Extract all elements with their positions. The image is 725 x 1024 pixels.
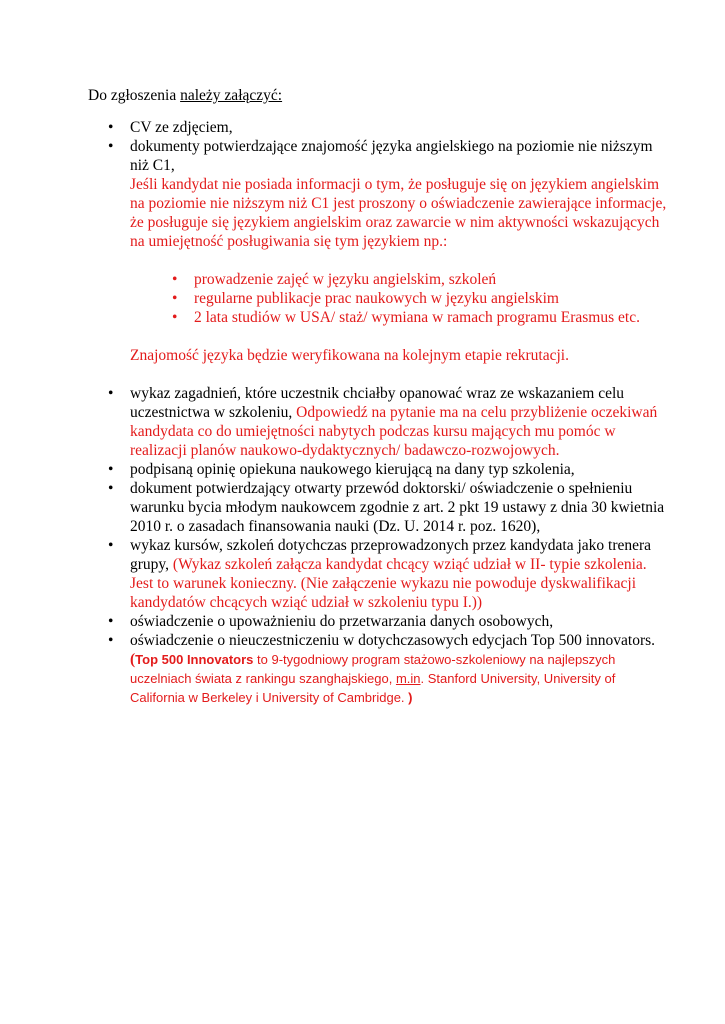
doctoral-line-1: dokument potwierdzający otwarty przewód doktorski/ oświadczenie o spełnieniu	[130, 480, 633, 497]
top500-mi-link[interactable]: m.in	[395, 671, 421, 686]
bullet-icon: •	[108, 119, 114, 136]
bullet-icon: •	[108, 537, 114, 554]
bullet-icon: •	[108, 385, 114, 402]
list-item-opinion	[88, 460, 668, 479]
docs-red-line-4: na umiejętność posługiwania się tym językiem np.:	[130, 233, 448, 250]
top500-open-paren: (	[130, 651, 136, 668]
courses-red-line-2: kandydatów chcących wziąć udział w szkoleniu typu I.))	[130, 594, 483, 611]
list-item-topics	[88, 384, 668, 460]
non-participation-text: oświadczenie o nieuczestniczeniu w dotychczasowych edycjach Top 500 innovators.	[130, 632, 656, 649]
opinion-text: podpisaną opinię opiekuna naukowego kierującą na dany typ szkolenia,	[130, 461, 575, 478]
attachments-list	[88, 118, 668, 707]
courses-line-2-black: grupy,	[130, 556, 173, 573]
top500-line-2	[88, 669, 668, 688]
courses-line-1: wykaz kursów, szkoleń dotychczas przeprowadzonych przez kandydata jako trenera	[130, 537, 652, 554]
courses-line-2	[88, 555, 668, 574]
topics-line-1: wykaz zagadnień, które uczestnik chciałby opanować wraz ze wskazaniem celu	[130, 385, 625, 402]
courses-line-2-red: (Wykaz szkoleń załącza kandydat chcący wziąć udział w II- typie szkolenia.	[172, 556, 647, 573]
example-item	[88, 289, 668, 308]
example-text: regularne publikacje prac naukowych w języku angielskim	[194, 290, 559, 307]
list-item-courses	[88, 536, 668, 612]
courses-red-line-1: Jest to warunek konieczny. (Nie załączenie wykazu nie powoduje dyskwalifikacji	[130, 575, 636, 592]
attachments-heading	[88, 86, 282, 105]
top500-name: Top 500 Innovators	[135, 652, 254, 667]
verification-note: Znajomość języka będzie weryfikowana na kolejnym etapie rekrutacji.	[130, 347, 569, 364]
heading-prefix: Do zgłoszenia	[88, 87, 181, 104]
example-text: prowadzenie zajęć w języku angielskim, szkoleń	[194, 271, 497, 288]
example-item	[88, 308, 668, 327]
bullet-icon: •	[172, 290, 178, 307]
docs-line-1: dokumenty potwierdzające znajomość języka angielskiego na poziomie nie niższym	[130, 138, 653, 155]
top500-line-3	[88, 688, 668, 707]
docs-red-line-2: na poziomie nie niższym niż C1 jest proszony o oświadczenie zawierające informacje,	[130, 195, 667, 212]
top500-line-2-post: . Stanford University, University of	[420, 671, 616, 686]
language-examples-list	[88, 270, 668, 327]
top500-line-3-text: California w Berkeley i University of Cambridge.	[130, 690, 409, 705]
topics-line-2	[88, 403, 668, 422]
bullet-icon: •	[108, 461, 114, 478]
doctoral-line-2: warunku bycia młodym naukowcem zgodnie z art. 2 pkt 19 ustawy z dnia 30 kwietnia	[130, 499, 665, 516]
docs-line-2: niż C1,	[130, 157, 175, 174]
example-item	[88, 270, 668, 289]
bullet-icon: •	[172, 309, 178, 326]
bullet-icon: •	[108, 613, 114, 630]
doctoral-line-3: 2010 r. o zasadach finansowania nauki (Dz. U. 2014 r. poz. 1620),	[130, 518, 541, 535]
list-item-language-docs	[88, 137, 668, 384]
docs-red-line-3: że posługuje się językiem angielskim oraz zawarcie w nim aktywności wskazujących	[130, 214, 660, 231]
top500-line-2-pre: uczelniach świata z rankingu szanghajskiego,	[130, 671, 396, 686]
list-item-cv	[88, 118, 668, 137]
list-item-doctoral	[88, 479, 668, 536]
topics-red-line-2: realizacji planów naukowo-dydaktycznych/ badawczo-rozwojowych.	[130, 442, 560, 459]
top500-close-paren: )	[408, 690, 413, 705]
gdpr-text: oświadczenie o upoważnieniu do przetwarzania danych osobowych,	[130, 613, 554, 630]
bullet-icon: •	[172, 271, 178, 288]
top500-line-1	[88, 650, 668, 669]
example-text: 2 lata studiów w USA/ staż/ wymiana w ramach programu Erasmus etc.	[194, 309, 640, 326]
list-item-non-participation	[88, 631, 668, 707]
topics-red-line-1: kandydata co do umiejętności nabytych podczas kursu mających mu pomóc w	[130, 423, 616, 440]
top500-line-1-rest: to 9-tygodniowy program stażowo-szkoleniowy na najlepszych	[253, 652, 616, 667]
bullet-icon: •	[108, 480, 114, 497]
list-item-gdpr	[88, 612, 668, 631]
bullet-icon: •	[108, 138, 114, 155]
bullet-icon: •	[108, 632, 114, 649]
topics-line-2-black: uczestnictwa w szkoleniu,	[130, 404, 297, 421]
cv-text: CV ze zdjęciem,	[130, 119, 233, 136]
topics-line-2-red: Odpowiedź na pytanie ma na celu przybliżenie oczekiwań	[296, 404, 658, 421]
docs-red-line-1: Jeśli kandydat nie posiada informacji o tym, że posługuje się on językiem angielskim	[130, 176, 660, 193]
heading-underlined: należy załączyć:	[180, 87, 283, 104]
